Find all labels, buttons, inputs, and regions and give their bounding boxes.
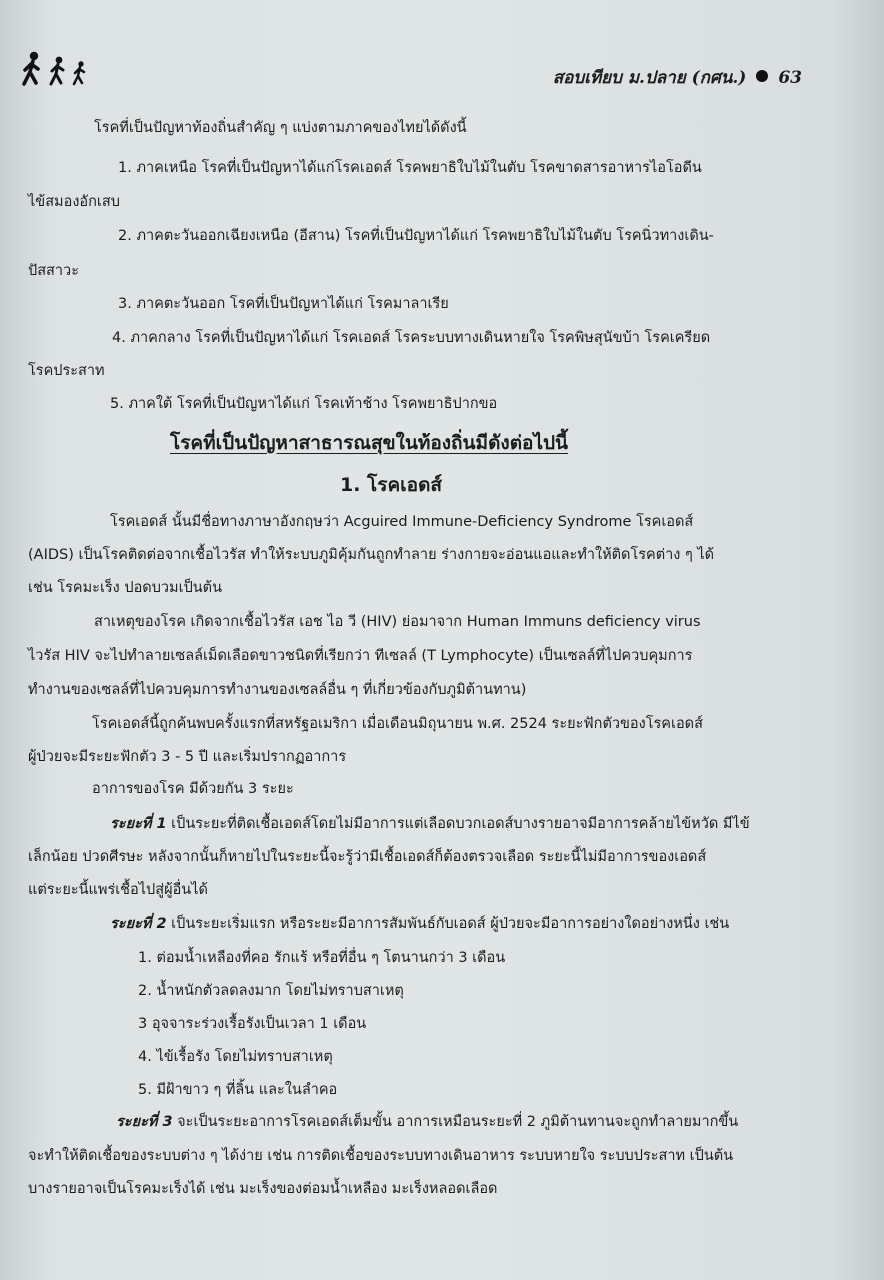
stage3-text: จะเป็นระยะอาการโรคเอดส์เต็มขั้น อาการเหมือนระยะที่ 2 ภูมิต้านทานจะถูกทำลายมากขึ้น (172, 1114, 739, 1130)
aids-para-line2: (AIDS) เป็นโรคติดต่อจากเชื้อไวรัส ทำให้ระบบภูมิคุ้มกันถูกทำลาย ร่างกายจะอ่อนแอและทำให้ติดโรคต่าง ๆ ได้ (28, 547, 715, 563)
stage1-line3: แต่ระยะนี้แพร่เชื้อไปสู่ผู้อื่นได้ (28, 882, 208, 898)
stage2-item-2: 2. น้ำหนักตัวลดลงมาก โดยไม่ทราบสาเหตุ (138, 983, 404, 999)
running-header (553, 64, 802, 91)
stage3-line3: บางรายอาจเป็นโรคมะเร็งได้ เช่น มะเร็งของต่อมน้ำเหลือง มะเร็งหลอดเลือด (28, 1181, 498, 1197)
page-number: 63 (778, 68, 802, 88)
aids-para-line3: เช่น โรคมะเร็ง ปอดบวมเป็นต้น (28, 580, 223, 596)
stage1-line1 (110, 814, 750, 834)
stage3-line2: จะทำให้ติดเชื้อของระบบต่าง ๆ ได้ง่าย เช่น การติดเชื้อของระบบทางเดินอาหาร ระบบหายใจ ระบบประสาท เป็นต้น (28, 1148, 734, 1164)
region-4-line1: 4. ภาคกลาง โรคที่เป็นปัญหาได้แก่ โรคเอดส์ โรคระบบทางเดินหายใจ โรคพิษสุนัขบ้า โรคเครียด (112, 330, 711, 346)
stage1-label: ระยะที่ 1 (110, 816, 167, 832)
region-5-line1: 5. ภาคใต้ โรคที่เป็นปัญหาได้แก่ โรคเท้าช้าง โรคพยาธิปากขอ (110, 396, 498, 412)
symptoms-intro: อาการของโรค มีด้วยกัน 3 ระยะ (92, 781, 294, 797)
stage1-text: เป็นระยะที่ติดเชื้อเอดส์โดยไม่มีอาการแต่เลือดบวกเอดส์บางรายอาจมีอาการคล้ายไข้หวัด มีไข้ (166, 816, 750, 832)
found-line2: ผู้ป่วยจะมีระยะฟักตัว 3 - 5 ปี และเริ่มปรากฏอาการ (28, 749, 347, 765)
book-title: สอบเทียบ ม.ปลาย (กศน.) (552, 68, 747, 88)
section-heading: โรคที่เป็นปัญหาสาธารณสุขในท้องถิ่นมีดังต่อไปนี้ (170, 432, 569, 454)
cause-line3: ทำงานของเซลล์ที่ไปควบคุมการทำงานของเซลล์อื่น ๆ ที่เกี่ยวข้องกับภูมิต้านทาน) (28, 682, 527, 698)
stage2-item-3: 3 อุจจาระร่วงเรื้อรังเป็นเวลา 1 เดือน (138, 1016, 367, 1032)
region-3-line1: 3. ภาคตะวันออก โรคที่เป็นปัญหาได้แก่ โรคมาลาเรีย (118, 296, 449, 312)
walking-people-icon (22, 50, 94, 90)
stage2-line1 (110, 914, 729, 934)
stage3-line1 (116, 1112, 738, 1132)
region-1-line2: ไข้สมองอักเสบ (28, 194, 120, 210)
found-line1: โรคเอดส์นี้ถูกค้นพบครั้งแรกที่สหรัฐอเมริกา เมื่อเดือนมิถุนายน พ.ศ. 2524 ระยะฟักตัวของโรคเอดส์ (92, 716, 703, 732)
region-2-line2: ปัสสาวะ (28, 263, 79, 279)
aids-para-line1: โรคเอดส์ นั้นมีชื่อทางภาษาอังกฤษว่า Acguired Immune-Deficiency Syndrome โรคเอดส์ (110, 514, 694, 530)
region-1-line1: 1. ภาคเหนือ โรคที่เป็นปัญหาได้แก่โรคเอดส์ โรคพยาธิใบไม้ในตับ โรคขาดสารอาหารไอโอดีน (118, 160, 702, 176)
intro-line: โรคที่เป็นปัญหาท้องถิ่นสำคัญ ๆ แบ่งตามภาคของไทยได้ดังนี้ (94, 120, 467, 136)
bullet-icon (756, 70, 768, 82)
stage2-item-1: 1. ต่อมน้ำเหลืองที่คอ รักแร้ หรือที่อื่น ๆ โตนานกว่า 3 เดือน (138, 950, 506, 966)
region-2-line1: 2. ภาคตะวันออกเฉียงเหนือ (อีสาน) โรคที่เป็นปัญหาได้แก่ โรคพยาธิใบไม้ในตับ โรคนิ่วทางเดิน- (118, 228, 714, 244)
cause-line1: สาเหตุของโรค เกิดจากเชื้อไวรัส เอช ไอ วี (HIV) ย่อมาจาก Human Immuns deficiency virus (94, 614, 701, 630)
stage2-item-5: 5. มีฝ้าขาว ๆ ที่ลิ้น และในลำคอ (138, 1082, 338, 1098)
stage1-line2: เล็กน้อย ปวดศีรษะ หลังจากนั้นก็หายไปในระยะนี้จะรู้ว่ามีเชื้อเอดส์ก็ต้องตรวจเลือด ระยะนี้ไม่มีอาการของเอดส์ (28, 849, 707, 865)
page-header (22, 50, 814, 96)
aids-subheading: 1. โรคเอดส์ (340, 474, 443, 496)
stage3-label: ระยะที่ 3 (116, 1114, 173, 1130)
stage2-item-4: 4. ไข้เรื้อรัง โดยไม่ทราบสาเหตุ (138, 1049, 333, 1065)
stage2-label: ระยะที่ 2 (110, 916, 167, 932)
stage2-text: เป็นระยะเริ่มแรก หรือระยะมีอาการสัมพันธ์กับเอดส์ ผู้ป่วยจะมีอาการอย่างใดอย่างหนึ่ง เช่น (166, 916, 730, 932)
region-4-line2: โรคประสาท (28, 363, 105, 379)
cause-line2: ไวรัส HIV จะไปทำลายเซลล์เม็ดเลือดขาวชนิดที่เรียกว่า ทีเซลล์ (T Lymphocyte) เป็นเซลล์ที่ไปควบคุมการ (28, 648, 693, 664)
